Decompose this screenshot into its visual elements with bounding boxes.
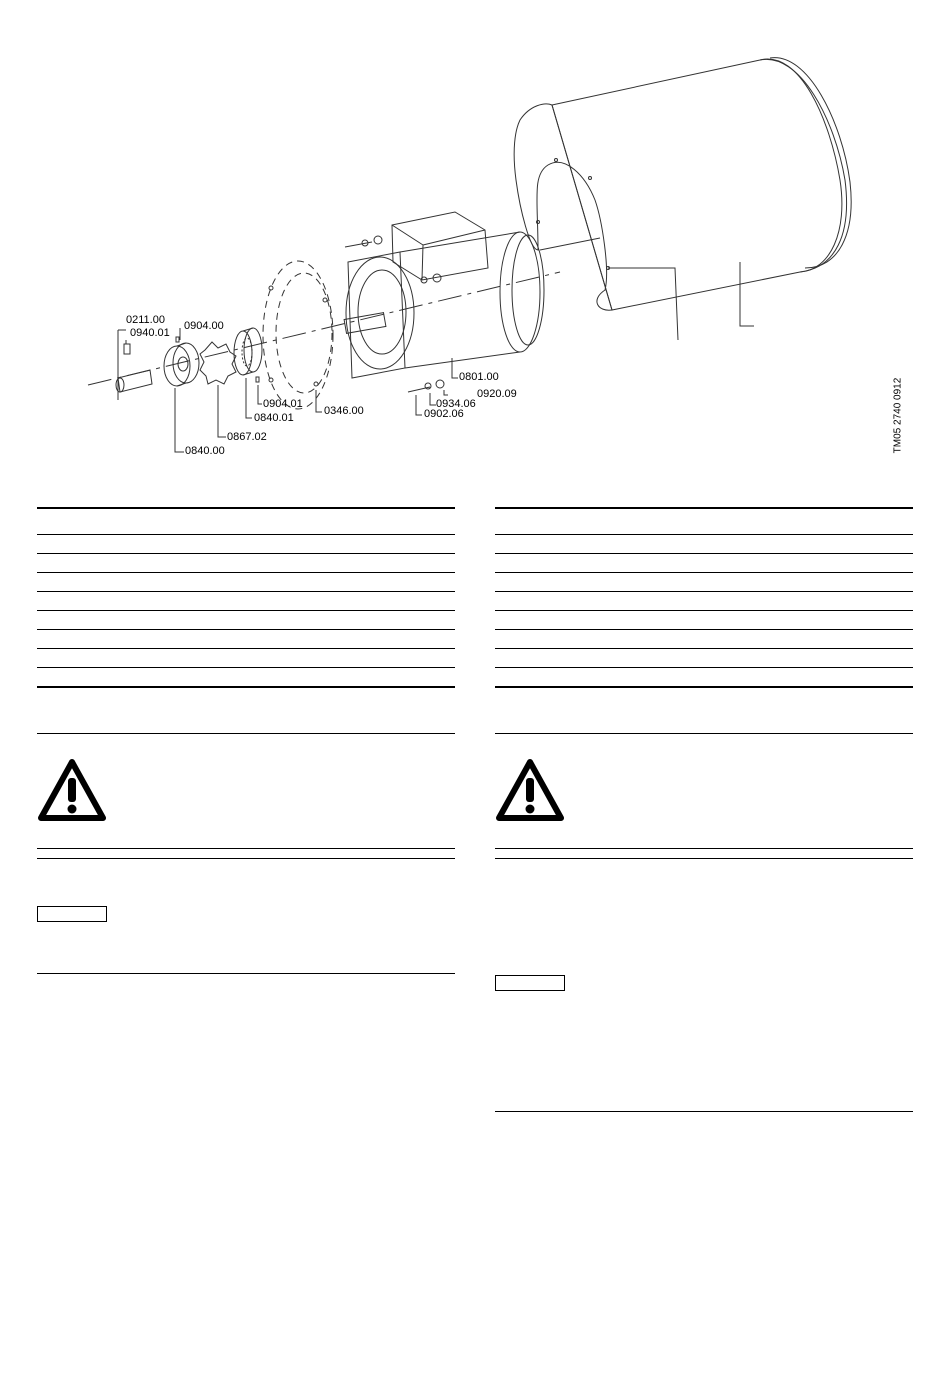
right-column	[495, 500, 913, 1120]
callout-0211-00: 0211.00	[126, 314, 165, 326]
left-column	[37, 500, 455, 1000]
note-bottom-rule	[37, 973, 455, 974]
table-top-rule	[37, 507, 455, 509]
table-row-rule	[495, 591, 913, 592]
table-bottom-rule	[37, 686, 455, 688]
warning-triangle-icon	[37, 758, 107, 822]
callout-0840-00: 0840.00	[185, 445, 225, 457]
callout-0867-02: 0867.02	[227, 431, 267, 443]
table-row-rule	[37, 648, 455, 649]
warning-top-rule	[495, 733, 913, 734]
section-rule	[37, 858, 455, 859]
table-row-rule	[37, 610, 455, 611]
table-top-rule	[495, 507, 913, 509]
note-bottom-rule	[495, 1111, 913, 1112]
callout-0940-01: 0940.01	[130, 327, 170, 339]
table-row-rule	[495, 553, 913, 554]
warning-bottom-rule	[37, 848, 455, 849]
warning-top-rule	[37, 733, 455, 734]
warning-triangle-icon	[495, 758, 565, 822]
table-row-rule	[37, 572, 455, 573]
exploded-view-drawing	[0, 0, 950, 470]
table-row-rule	[37, 667, 455, 668]
table-row-rule	[37, 534, 455, 535]
callout-0934-06: 0934.06	[436, 398, 476, 410]
table-row-rule	[495, 648, 913, 649]
callout-0904-01: 0904.01	[263, 398, 303, 410]
note-label-box	[495, 975, 565, 991]
table-row-rule	[37, 591, 455, 592]
note-label-box	[37, 906, 107, 922]
drawing-id: TM05 2740 0912	[892, 377, 904, 454]
callout-0840-01: 0840.01	[254, 412, 294, 424]
callout-0346-00: 0346.00	[324, 405, 364, 417]
table-row-rule	[37, 629, 455, 630]
warning-bottom-rule	[495, 848, 913, 849]
table-row-rule	[495, 534, 913, 535]
callout-0920-09: 0920.09	[477, 388, 517, 400]
table-row-rule	[495, 629, 913, 630]
callout-0801-00: 0801.00	[459, 371, 499, 383]
callout-0904-00: 0904.00	[184, 320, 224, 332]
section-rule	[495, 858, 913, 859]
table-row-rule	[37, 553, 455, 554]
table-row-rule	[495, 572, 913, 573]
table-row-rule	[495, 610, 913, 611]
table-row-rule	[495, 667, 913, 668]
callout-0902-06: 0902.06	[424, 408, 464, 420]
table-bottom-rule	[495, 686, 913, 688]
